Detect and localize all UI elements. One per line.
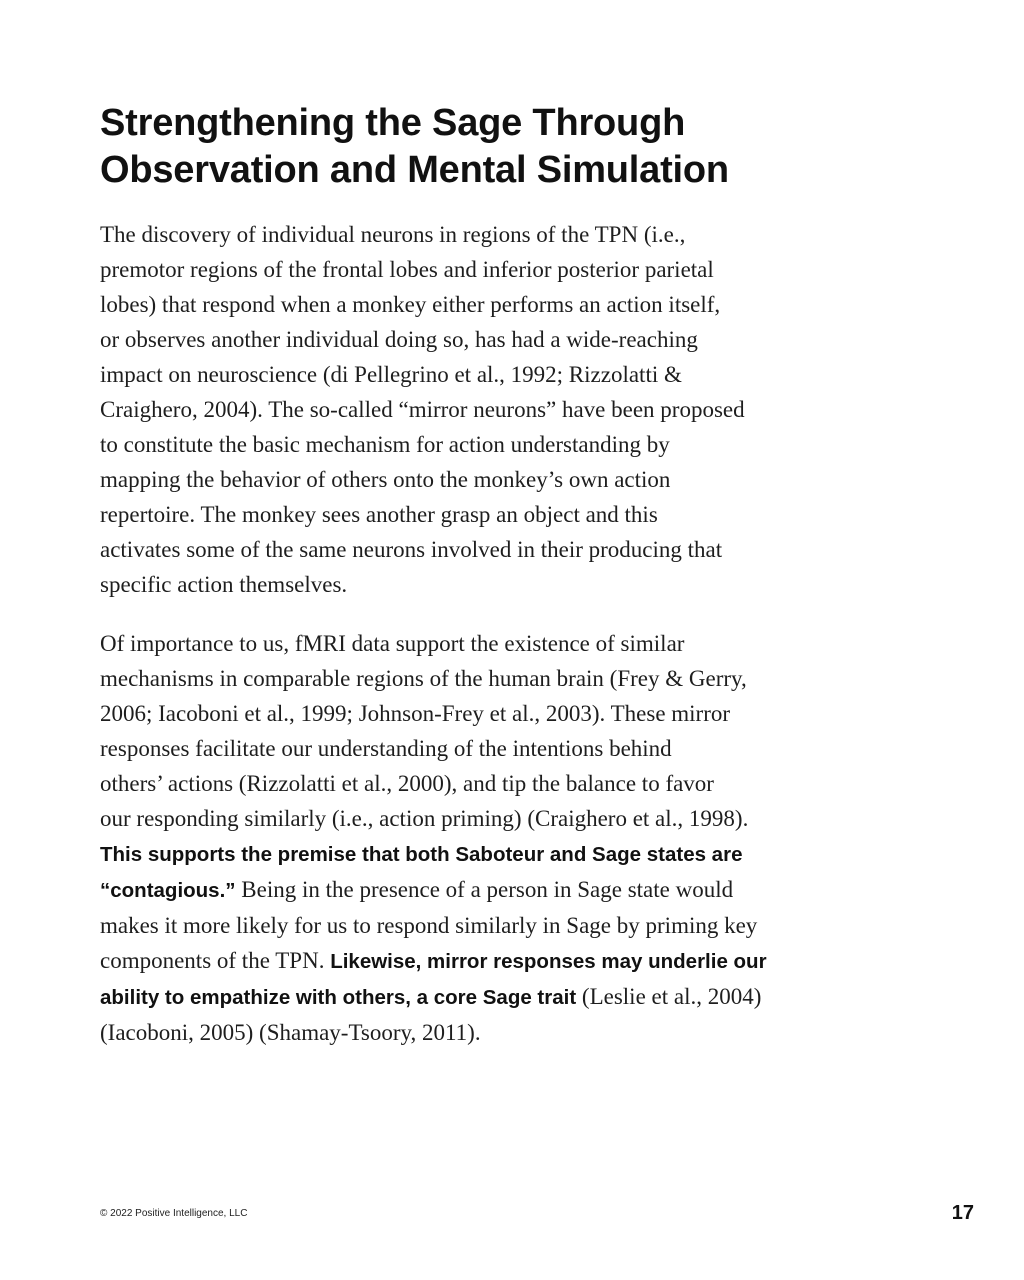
paragraph-2-line [100, 943, 870, 979]
paragraph-1-line: impact on neuroscience (di Pellegrino et al., 1992; Rizzolatti & [100, 362, 682, 387]
page-title [100, 100, 900, 194]
paragraph-2-text: Being in the presence of a person in Sage state would [235, 877, 734, 902]
paragraph-2-line [100, 872, 870, 908]
paragraph-2-line: responses facilitate our understanding of the intentions behind [100, 736, 672, 761]
paragraph-2-line: Of importance to us, fMRI data support the existence of similar [100, 631, 685, 656]
paragraph-2-line: our responding similarly (i.e., action priming) (Craighero et al., 1998). [100, 806, 749, 831]
paragraph-1-line: or observes another individual doing so, has had a wide-reaching [100, 327, 698, 352]
emphasis-contagious: “contagious.” [100, 879, 236, 902]
paragraph-2-line: (Iacoboni, 2005) (Shamay-Tsoory, 2011). [100, 1020, 481, 1045]
paragraph-2-line: mechanisms in comparable regions of the human brain (Frey & Gerry, [100, 666, 747, 691]
paragraph-2 [100, 626, 870, 1050]
paragraph-1-line: activates some of the same neurons involved in their producing that [100, 537, 723, 562]
paragraph-2-line: 2006; Iacoboni et al., 1999; Johnson-Frey et al., 2003). These mirror [100, 701, 731, 726]
paragraph-2-line [100, 836, 870, 872]
emphasis-empathize: ability to empathize with others, a core Sage trait [100, 986, 577, 1009]
paragraph-1-line: specific action themselves. [100, 572, 348, 597]
paragraph-1-line: to constitute the basic mechanism for action understanding by [100, 432, 670, 457]
paragraph-1-line: The discovery of individual neurons in regions of the TPN (i.e., [100, 222, 686, 247]
paragraph-2-line: others’ actions (Rizzolatti et al., 2000), and tip the balance to favor [100, 771, 714, 796]
paragraph-2-text: (Leslie et al., 2004) [576, 984, 762, 1009]
paragraph-1 [100, 217, 870, 602]
paragraph-1-line: Craighero, 2004). The so-called “mirror neurons” have been proposed [100, 397, 745, 422]
page-title-line-1: Strengthening the Sage Through [100, 102, 686, 144]
paragraph-2-text: components of the TPN. [100, 948, 331, 973]
emphasis-contagious-premise: This supports the premise that both Saboteur and Sage states are [100, 843, 743, 866]
paragraph-1-line: lobes) that respond when a monkey either performs an action itself, [100, 292, 721, 317]
page-title-line-2: Observation and Mental Simulation [100, 149, 729, 191]
paragraph-2-line: makes it more likely for us to respond similarly in Sage by priming key [100, 913, 758, 938]
paragraph-2-line [100, 979, 870, 1015]
paragraph-1-line: premotor regions of the frontal lobes and inferior posterior parietal [100, 257, 714, 282]
page-number: 17 [951, 1202, 974, 1224]
paragraph-1-line: mapping the behavior of others onto the monkey’s own action [100, 467, 671, 492]
paragraph-1-line: repertoire. The monkey sees another grasp an object and this [100, 502, 658, 527]
emphasis-mirror-responses: Likewise, mirror responses may underlie our [330, 950, 767, 973]
copyright-notice: © 2022 Positive Intelligence, LLC [100, 1208, 248, 1219]
